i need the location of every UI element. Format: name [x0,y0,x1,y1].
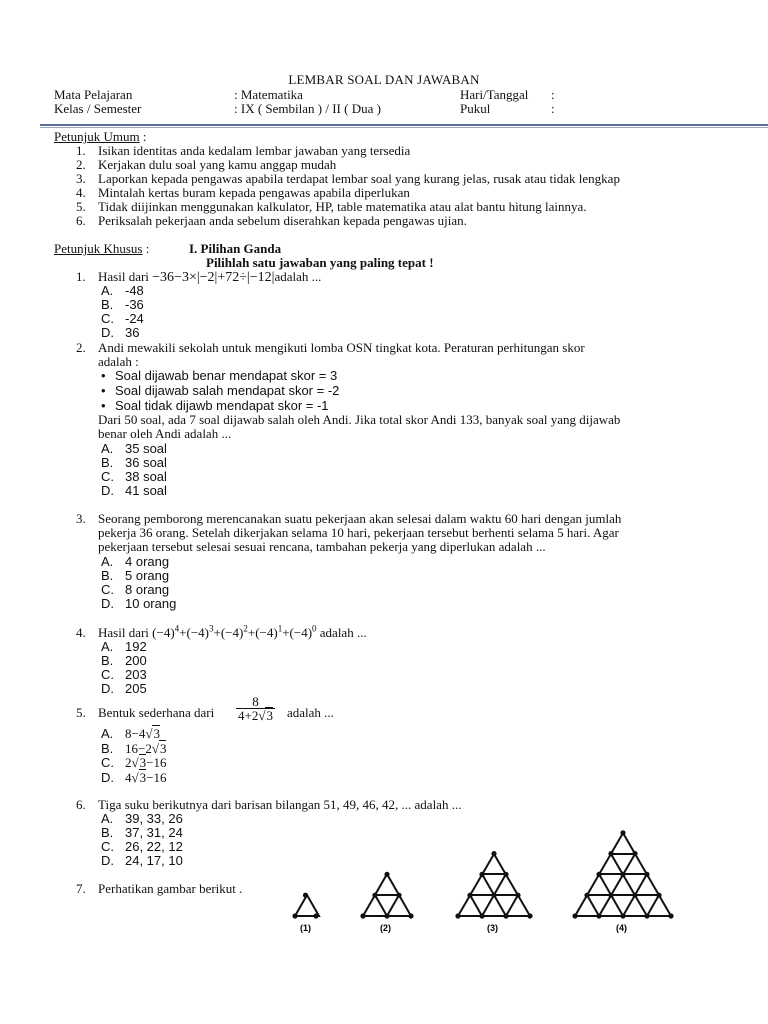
option-text[interactable]: 26, 22, 12 [125,839,183,854]
instruction-number: 2. [76,157,86,172]
class-semester-label: Kelas / Semester [54,101,142,116]
vertex-dot [632,851,637,856]
triangle-figure-3 [458,854,530,916]
instruction-number: 1. [76,143,86,158]
figure-label-2: (2) [380,923,391,933]
instruction-text: Isikan identitas anda kedalam lembar jawaban yang tersedia [98,143,411,158]
question-stem: Perhatikan gambar berikut . [98,881,243,896]
option-text[interactable]: 8 orang [125,582,170,597]
instruction-number: 5. [76,199,86,214]
subject-value: : Matematika [234,87,303,102]
power-exponent: 2 [243,623,248,634]
power-base: (−4) [152,625,175,640]
fraction-body [236,695,275,722]
plus-sign: + [213,625,221,640]
option-letter[interactable]: A. [101,283,114,298]
option-letter[interactable]: D. [101,681,114,696]
vertex-dot [656,893,661,898]
option-text[interactable]: 8−4√3 [125,726,160,741]
math-expression: −36−3×|−2|+72÷|−12| [152,270,275,285]
option-post: −16 [146,755,167,770]
option-text[interactable]: -24 [125,311,144,326]
vertex-dot [313,913,318,918]
question-stem-suffix: adalah ... [287,705,334,720]
vertex-dot [360,913,365,918]
class-semester-value: : IX ( Sembilan ) / II ( Dua ) [234,101,381,116]
option-post: −16 [146,770,167,785]
radicand: 3 [139,755,147,770]
option-letter[interactable]: C. [101,755,114,770]
option-text[interactable]: 4 orang [125,554,170,569]
stem-suffix: adalah ... [274,269,322,284]
option-pre: 8−4 [125,726,146,741]
general-instructions-colon: : [139,129,147,144]
vertex-dot [644,913,649,918]
vertex-dot [572,913,577,918]
power-exponent: 4 [174,623,180,634]
vertex-dot [503,872,508,877]
figure-label-1: (1) [300,923,311,933]
option-pre: 4 [125,770,132,785]
option-pre: 16−2 [125,741,152,756]
question-number: 1. [76,269,86,284]
question-number: 2. [76,340,86,355]
question-number: 3. [76,511,86,526]
option-text[interactable]: 39, 33, 26 [125,811,183,826]
option-text[interactable]: 192 [125,639,147,654]
triangle-figure-1 [295,895,319,916]
sheet-title: LEMBAR SOAL DAN JAWABAN [288,72,480,87]
question-number: 7. [76,881,86,896]
vertex-dot [491,893,496,898]
option-letter[interactable]: D. [101,483,114,498]
vertex-dot [396,893,401,898]
fraction [236,695,275,722]
question-stem-line: benar oleh Andi adalah ... [98,426,232,441]
instruction-text: Mintalah kertas buram kepada pengawas apabila diperlukan [98,185,410,200]
instruction-text: Laporkan kepada pengawas apabila terdapat lembar soal yang kurang jelas, rusak atau tidak lengkap [98,171,620,186]
stem-suffix: adalah ... [316,625,367,640]
subject-label: Mata Pelajaran [54,87,133,102]
power-sum-expression [152,625,316,640]
vertex-dot [632,893,637,898]
day-date-value: : [551,87,555,102]
vertex-dot [620,872,625,877]
option-text[interactable]: 5 orang [125,568,170,583]
instruction-number: 6. [76,213,86,228]
option-letter[interactable]: B. [101,825,114,840]
option-text[interactable]: 41 soal [125,483,167,498]
vertex-dot [644,872,649,877]
option-text[interactable]: 10 orang [125,596,177,611]
specific-instructions-label: Petunjuk Khusus [54,241,143,256]
time-label: Pukul [460,101,491,116]
vertex-dot [384,872,389,877]
instruction-number: 3. [76,171,86,186]
vertex-dot [503,913,508,918]
question-stem-line: Andi mewakili sekolah untuk mengikuti lomba OSN tingkat kota. Peraturan perhitungan skor [98,340,585,355]
vertex-dot [596,913,601,918]
question-number: 5. [76,705,86,720]
vertex-dot [384,913,389,918]
power-base: (−4) [186,625,209,640]
specific-instructions-colon: : [142,241,150,256]
vertex-dot [596,872,601,877]
rule-bullet: • Soal tidak dijawb mendapat skor = -1 [115,399,329,413]
vertex-dot [608,893,613,898]
question-stem: Tiga suku berikutnya dari barisan bilangan 51, 49, 46, 42, ... adalah ... [98,797,462,812]
question-number: 6. [76,797,86,812]
question-stem-line: pekerjaan tersebut selesai sesuai rencana, tambahan pekerja yang diperlukan adalah ... [98,539,546,554]
specific-instructions-heading [54,242,149,256]
option-text[interactable]: 38 soal [125,469,167,484]
radicand: 3 [159,741,167,756]
rule-bullet: • Soal dijawab salah mendapat skor = -2 [115,384,339,398]
vertex-dot [467,893,472,898]
option-letter[interactable]: C. [101,311,114,326]
figure-label-4: (4) [616,923,627,933]
option-text[interactable]: -36 [125,297,144,312]
stem-prefix: Hasil dari [98,269,153,284]
option-letter[interactable]: B. [101,297,114,312]
option-text[interactable]: -48 [125,283,144,298]
plus-sign: + [179,625,187,640]
question-stem-line: Dari 50 soal, ada 7 soal dijawab salah oleh Andi. Jika total skor Andi 133, banyak soal yang dijawab [98,412,621,427]
power-exponent: 3 [209,623,214,634]
option-text[interactable]: 16−2√3 [125,741,167,756]
option-letter[interactable]: B. [101,568,114,583]
option-text[interactable]: 37, 31, 24 [125,825,183,840]
option-letter[interactable]: C. [101,839,114,854]
section-title: I. Pilihan Ganda [189,241,282,256]
power-exponent: 0 [312,623,317,634]
header-divider [40,124,768,126]
question-stem [98,623,367,640]
option-letter[interactable]: A. [101,441,114,456]
instruction-text: Periksalah pekerjaan anda sebelum diserahkan kepada pengawas ujian. [98,213,467,228]
instruction-text: Tidak diijinkan menggunakan kalkulator, HP, table matematika atau alat bantu hitung lainnya. [98,199,587,214]
option-letter[interactable]: C. [101,667,114,682]
vertex-dot [479,913,484,918]
vertex-dot [608,851,613,856]
option-letter[interactable]: A. [101,639,114,654]
vertex-dot [491,851,496,856]
question-stem-line: pekerja 36 orang. Setelah dikerjakan selama 10 hari, pekerjaan tersebut berhenti selama 5 hari. Agar [98,525,619,540]
option-text[interactable]: 24, 17, 10 [125,853,183,868]
option-text[interactable]: 36 [125,325,140,340]
triangle-figure-2 [363,874,411,916]
option-letter[interactable]: D. [101,770,114,785]
vertex-dot [527,913,532,918]
vertex-dot [479,872,484,877]
plus-sign: + [282,625,290,640]
radicand: 3 [266,708,273,723]
question-stem-prefix: Bentuk sederhana dari [98,705,215,720]
power-base: (−4) [255,625,278,640]
header-divider-thin [40,127,768,128]
vertex-dot [515,893,520,898]
section-instruction: Pilihlah satu jawaban yang paling tepat ! [206,255,434,270]
general-instructions-label: Petunjuk Umum [54,129,140,144]
instruction-number: 4. [76,185,86,200]
power-exponent: 1 [277,623,283,634]
radicand: 3 [153,726,160,741]
option-text[interactable]: 200 [125,653,147,668]
triangle-pattern-figure [286,826,674,938]
power-base: (−4) [220,625,244,640]
vertex-dot [303,893,308,898]
option-letter[interactable]: B. [101,741,114,756]
option-letter[interactable]: A. [101,726,114,741]
option-pre: 2 [125,755,132,770]
vertex-dot [620,830,625,835]
vertex-dot [455,913,460,918]
vertex-dot [620,913,625,918]
fraction-numerator: 8 [236,695,275,709]
time-value: : [551,101,555,116]
vertex-dot [292,913,297,918]
option-text[interactable]: 35 soal [125,441,167,456]
option-letter[interactable]: D. [101,596,114,611]
figure-label-3: (3) [487,923,498,933]
option-letter[interactable]: B. [101,455,114,470]
option-letter[interactable]: C. [101,582,114,597]
option-letter[interactable]: A. [101,811,114,826]
question-stem-line: Seorang pemborong merencanakan suatu pekerjaan akan selesai dalam waktu 60 hari dengan jumlah [98,511,622,526]
option-text[interactable]: 4√3−16 [125,770,167,785]
fraction-denominator: 4+2√3 [238,708,273,723]
option-text[interactable]: 2√3−16 [125,755,167,770]
vertex-dot [668,913,673,918]
denominator-rational: 4+2 [238,708,259,723]
vertex-dot [584,893,589,898]
option-letter[interactable]: C. [101,469,114,484]
option-text[interactable]: 205 [125,681,147,696]
power-base: (−4) [289,625,313,640]
vertex-dot [408,913,413,918]
question-stem-line: adalah : [98,354,139,369]
question-number: 4. [76,625,86,640]
day-date-label: Hari/Tanggal [460,87,529,102]
option-letter[interactable]: D. [101,853,114,868]
radicand: 3 [139,770,147,785]
option-letter[interactable]: A. [101,554,114,569]
stem-prefix: Hasil dari [98,625,153,640]
instruction-text: Kerjakan dulu soal yang kamu anggap mudah [98,157,337,172]
plus-sign: + [247,625,256,640]
vertex-dot [372,893,377,898]
option-text[interactable]: 36 soal [125,455,167,470]
rule-bullet: • Soal dijawab benar mendapat skor = 3 [115,369,337,383]
option-letter[interactable]: D. [101,325,114,340]
option-letter[interactable]: B. [101,653,114,668]
option-text[interactable]: 203 [125,667,147,682]
general-instructions-heading [54,130,146,144]
